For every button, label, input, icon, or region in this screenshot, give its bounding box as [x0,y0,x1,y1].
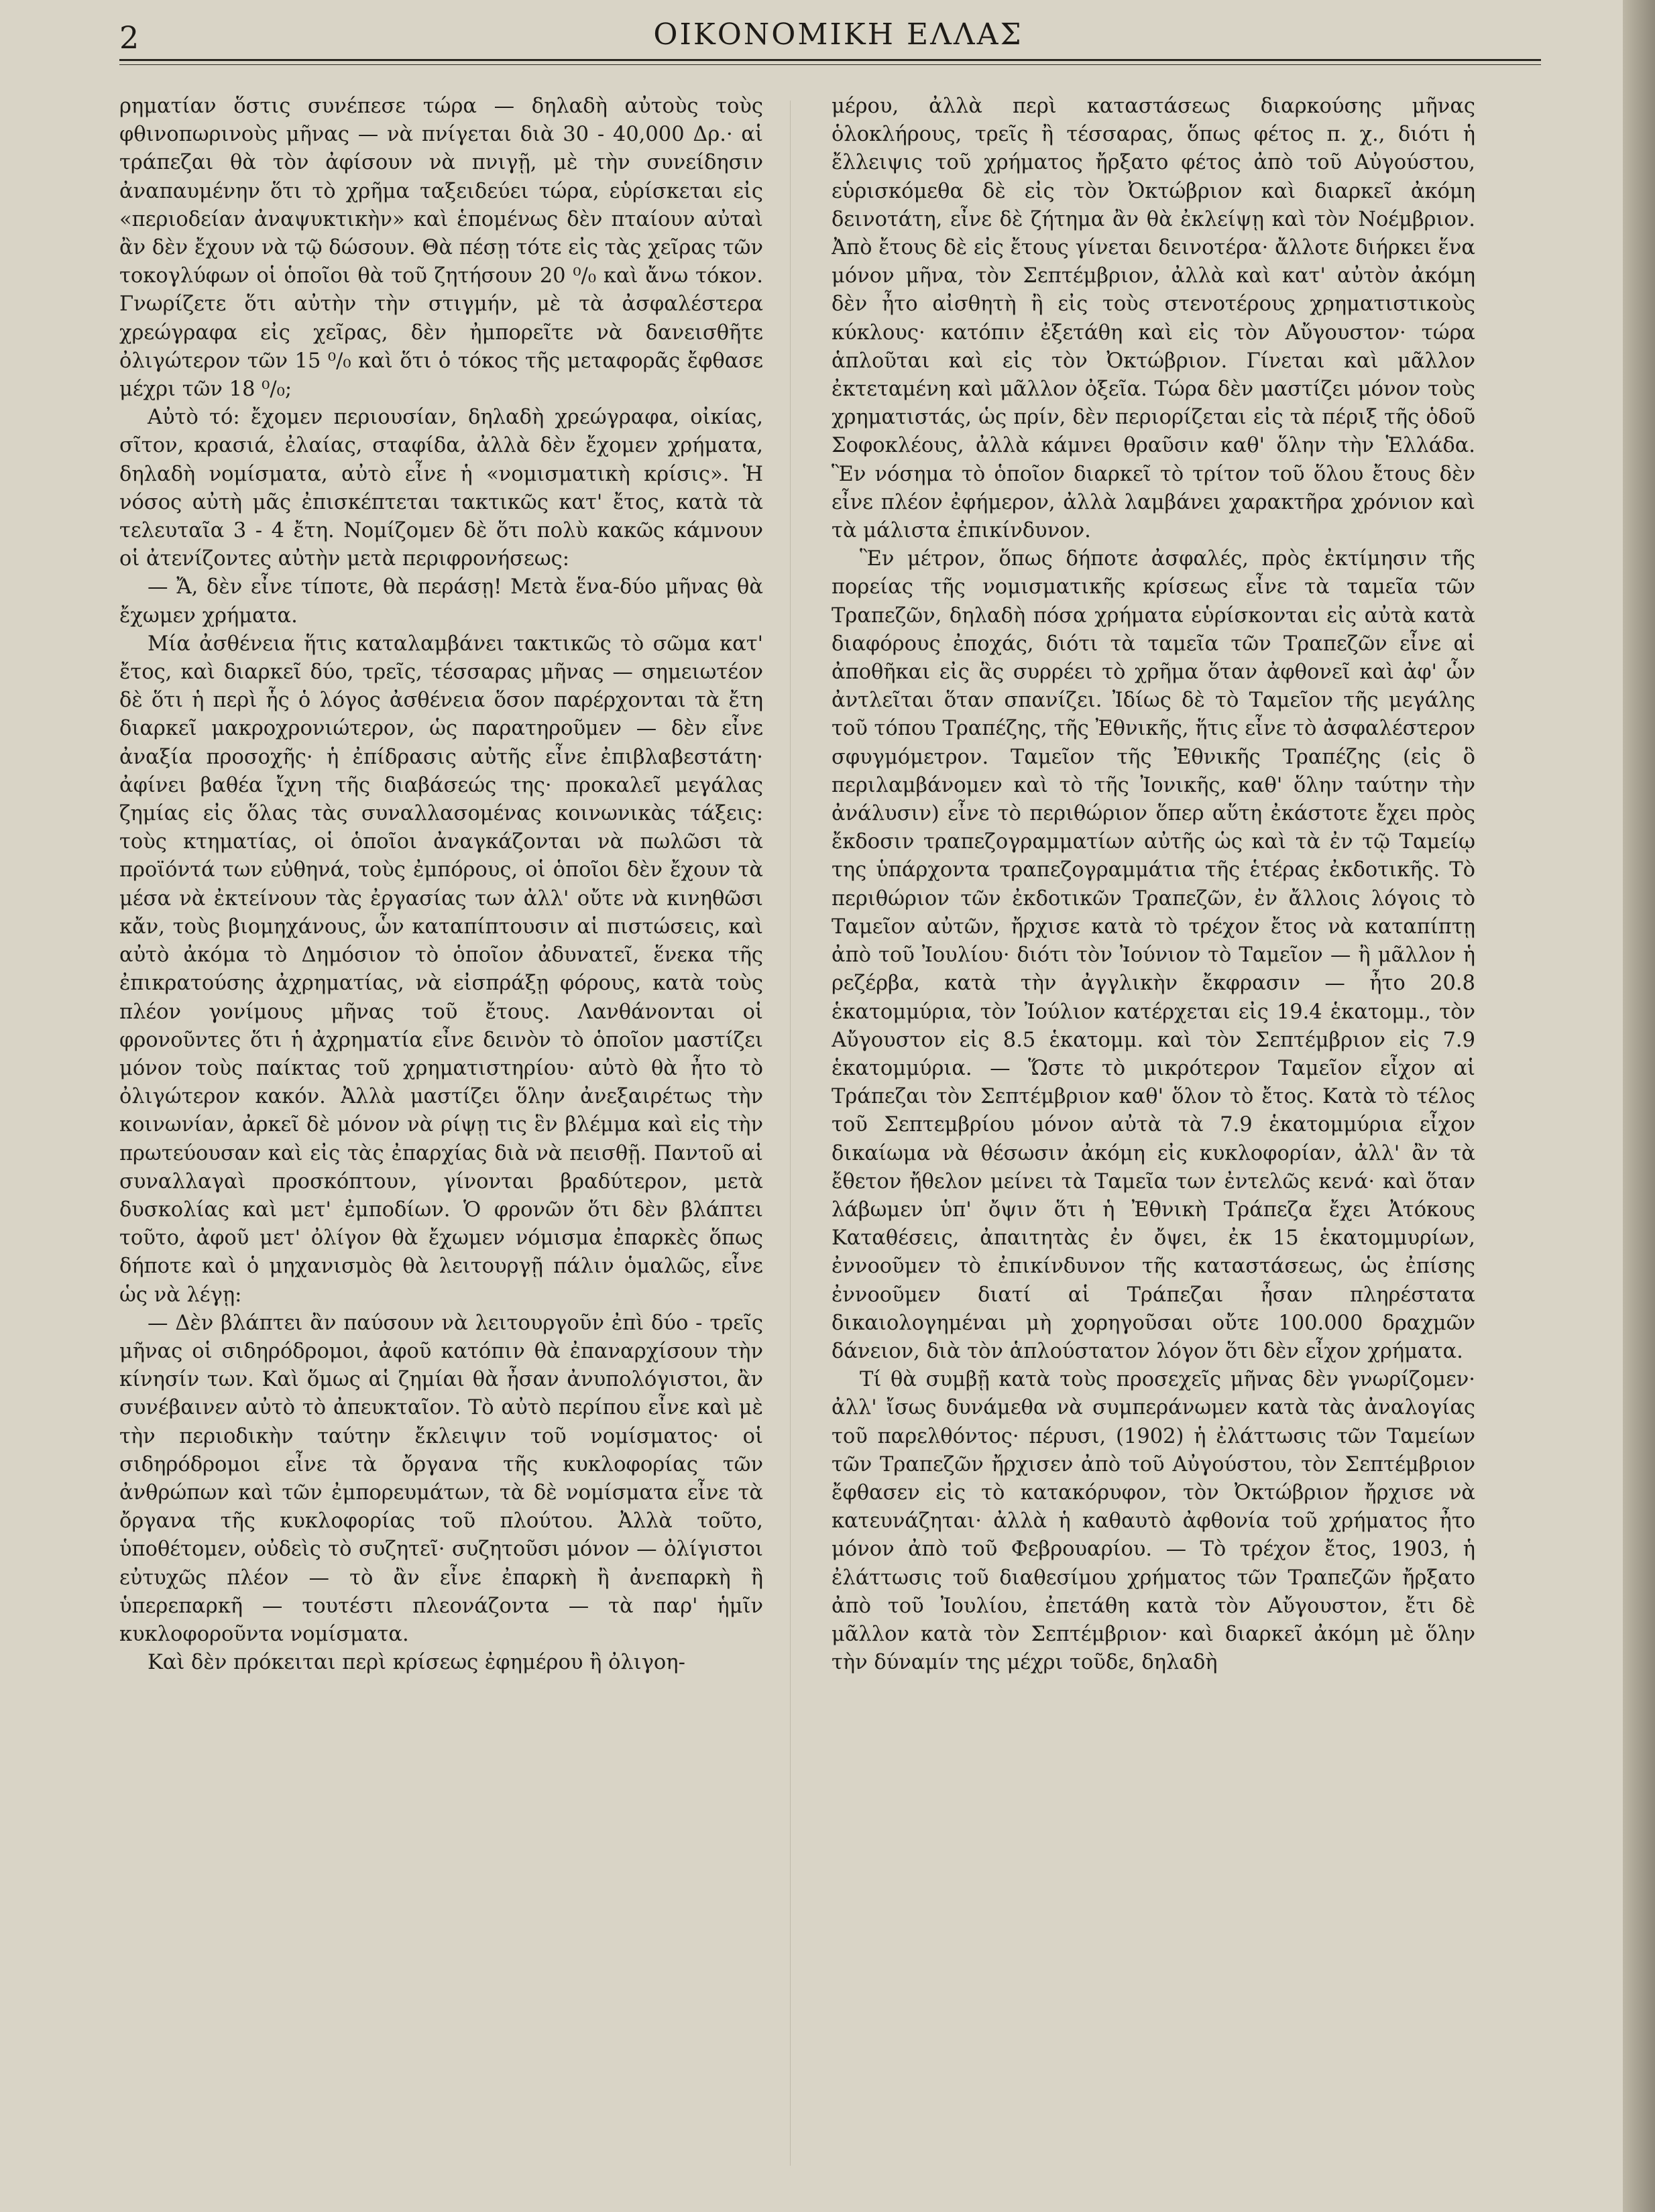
page-number: 2 [119,19,139,56]
paragraph: Μία ἀσθένεια ἥτις καταλαμβάνει τακτικῶς τὸ σῶμα κατ' ἔτος, καὶ διαρκεῖ δύο, τρεῖς, τέσσαρας μῆνας — σημειωτέον δὲ ὅτι ἡ περὶ ἧς ὁ λόγος ἀσθένεια ὅσον παρέρχονται τὰ ἔτη διαρκεῖ μακροχρονιώτερον, ὡς παρατηροῦμεν — δὲν εἶνε ἀναξία προσοχῆς· ἡ ἐπίδρασις αὐτῆς εἶνε ἐπιβλαβεστάτη· ἀφίνει βαθέα ἴχνη τῆς διαβάσεώς της· προκαλεῖ μεγάλας ζημίας εἰς ὅλας τὰς συναλλασομένας κοινωνικὰς τάξεις: τοὺς κτηματίας, οἱ ὁποῖοι ἀναγκάζονται νὰ πωλῶσι τὰ προϊόντά των εὐθηνά, τοὺς ἐμπόρους, οἱ ὁποῖοι δὲν ἔχουν τὰ μέσα νὰ ἐκτείνουν τὰς ἐργασίας των ἀλλ' οὔτε νὰ κινηθῶσι κἄν, τοὺς βιομηχάνους, ὧν καταπίπτουσιν αἱ πιστώσεις, καὶ αὐτὸ ἀκόμα τὸ Δημόσιον τὸ ὁποῖον ἀδυνατεῖ, ἕνεκα τῆς ἐπικρατούσης ἀχρηματίας, νὰ εἰσπράξῃ φόρους, κατὰ τοὺς πλέον γονίμους μῆνας τοῦ ἔτους. Λανθάνονται οἱ φρονοῦντες ὅτι ἡ ἀχρηματία εἶνε δεινὸν τὸ ὁποῖον μαστίζει μόνον τοὺς παίκτας τοῦ χρηματιστηρίου· αὐτὸ θὰ ἦτο τὸ ὀλιγώτερον κακόν. Ἀλλὰ μαστίζει ὅλην ἀνεξαιρέτως τὴν κοινωνίαν, ἀρκεῖ δὲ μόνον νὰ ρίψῃ τις ἓν βλέμμα καὶ εἰς τὴν πρωτεύουσαν καὶ εἰς τὰς ἐπαρχίας διὰ νὰ πεισθῇ. Παντοῦ αἱ συναλλαγαὶ προσκόπτουν, γίνονται βραδύτερον, μετὰ δυσκολίας καὶ μετ' ἐμποδίων. Ὁ φρονῶν ὅτι δὲν βλάπτει τοῦτο, ἀφοῦ μετ' ὀλίγον θὰ ἔχωμεν νόμισμα ἐπαρκὲς ὅπως δήποτε καὶ ὁ μηχανισμὸς θὰ λειτουργῇ πάλιν ὁμαλῶς, εἶνε ὡς νὰ λέγῃ: [119,632,763,1307]
paragraph: — Ἄ, δὲν εἶνε τίποτε, θὰ περάσῃ! Μετὰ ἕνα-δύο μῆνας θὰ ἔχωμεν χρήματα. [119,575,763,628]
paragraph: — Δὲν βλάπτει ἂν παύσουν νὰ λειτουργοῦν ἐπὶ δύο - τρεῖς μῆνας οἱ σιδηρόδρομοι, ἀφοῦ κατόπιν θὰ ἐπαναρχίσουν τὴν κίνησίν των. Καὶ ὅμως αἱ ζημίαι θὰ ἦσαν ἀνυπολόγιστοι, ἂν συνέβαινεν αὐτὸ τὸ ἀπευκταῖον. Τὸ αὐτὸ περίπου εἶνε καὶ μὲ τὴν περιοδικὴν ταύτην ἔκλειψιν τοῦ νομίσματος· οἱ σιδηρόδρομοι εἶνε τὰ ὄργανα τῆς κυκλοφορίας τῶν ἀνθρώπων καὶ τῶν ἐμπορευμάτων, τὰ δὲ νομίσματα εἶνε τὰ ὄργανα τῆς κυκλοφορίας τοῦ πλούτου. Ἀλλὰ τοῦτο, ὑποθέτομεν, οὐδεὶς τὸ συζητεῖ· συζητοῦσι μόνον — ὀλίγιστοι εὐτυχῶς πλέον — τὸ ἂν εἶνε ἐπαρκὴ ἢ ἀνεπαρκὴ ἢ ὑπερεπαρκῆ — τουτέστι πλεονάζοντα — τὰ παρ' ἡμῖν κυκλοφοροῦντα νομίσματα. [119,1311,763,1646]
page-spine-shadow [1623,0,1655,2212]
paragraph: ρηματίαν ὅστις συνέπεσε τώρα — δηλαδὴ αὐτοὺς τοὺς φθινοπωρινοὺς μῆνας — νὰ πνίγεται διὰ 30 - 40,000 Δρ.· αἱ τράπεζαι θὰ τὸν ἀφίσουν νὰ πνιγῇ, μὲ τὴν συνείδησιν ἀναπαυμένην ὅτι τὸ χρῆμα ταξειδεύει τώρα, εὑρίσκεται εἰς «περιοδείαν ἀναψυκτικὴν» καὶ ἑπομένως δὲν πταίουν αὐταὶ ἂν δὲν ἔχουν νὰ τῷ δώσουν. Θὰ πέσῃ τότε εἰς τὰς χεῖρας τῶν τοκογλύφων οἱ ὁποῖοι θὰ τοῦ ζητήσουν 20 ⁰/₀ καὶ ἄνω τόκον. Γνωρίζετε ὅτι αὐτὴν τὴν στιγμήν, μὲ τὰ ἀσφαλέστερα χρεώγραφα εἰς χεῖρας, δὲν ἠμπορεῖτε νὰ δανεισθῆτε ὀλιγώτερον τῶν 15 ⁰/₀ καὶ ὅτι ὁ τόκος τῆς μεταφορᾶς ἔφθασε μέχρι τῶν 18 ⁰/₀; [119,95,763,402]
header-rule-thin [119,64,1541,65]
paragraph: Καὶ δὲν πρόκειται περὶ κρίσεως ἐφημέρου ἢ ὀλιγοη- [148,1651,685,1675]
paragraph: Ἓν μέτρον, ὅπως δήποτε ἀσφαλές, πρὸς ἐκτίμησιν τῆς πορείας τῆς νομισματικῆς κρίσεως εἶνε τὰ ταμεῖα τῶν Τραπεζῶν, δηλαδὴ πόσα χρήματα εὑρίσκονται εἰς αὐτὰ κατὰ διαφόρους ἐποχάς, διότι τὰ ταμεῖα τῶν Τραπεζῶν εἶνε αἱ ἀποθῆκαι εἰς ἃς συρρέει τὸ χρῆμα ὅταν ἀφθονεῖ καὶ ἀφ' ὧν ἀντλεῖται ὅταν σπανίζει. Ἰδίως δὲ τὸ Ταμεῖον τῆς μεγάλης τοῦ τόπου Τραπέζης, τῆς Ἐθνικῆς, ἥτις εἶνε τὸ ἀσφαλέστερον σφυγμόμετρον. Ταμεῖον τῆς Ἐθνικῆς Τραπέζης (εἰς ὃ περιλαμβάνομεν καὶ τὸ τῆς Ἰονικῆς, καθ' ὅλην ταύτην τὴν ἀνάλυσιν) εἶνε τὸ περιθώριον ὅπερ αὕτη ἐκάστοτε ἔχει πρὸς ἔκδοσιν τραπεζογραμματίων αὐτῆς ὡς καὶ τὰ ἐν τῷ Ταμείῳ της ὑπάρχοντα τραπεζογραμμάτια τῆς ἑτέρας ἐκδοτικῆς. Τὸ περιθώριον τῶν ἐκδοτικῶν Τραπεζῶν, ἐν ἄλλοις λόγοις τὸ Ταμεῖον αὐτῶν, ἤρχισε κατὰ τὸ τρέχον ἔτος νὰ καταπίπτῃ ἀπὸ τοῦ Ἰουλίου· διότι τὸν Ἰούνιον τὸ Ταμεῖον — ἢ μᾶλλον ἡ ρεζέρβα, κατὰ τὴν ἀγγλικὴν ἔκφρασιν — ἦτο 20.8 ἑκατομμύρια, τὸν Ἰούλιον κατέρχεται εἰς 19.4 ἑκατομμ., τὸν Αὔγουστον εἰς 8.5 ἑκατομμ. καὶ τὸν Σεπτέμβριον εἰς 7.9 ἑκατομμύρια. — Ὥστε τὸ μικρότερον Ταμεῖον εἶχον αἱ Τράπεζαι τὸν Σεπτέμβριον καθ' ὅλον τὸ ἔτος. Κατὰ τὸ τέλος τοῦ Σεπτεμβρίου μόνον αὐτὰ τὰ 7.9 ἑκατομμύρια εἶχον δικαίωμα νὰ θέσωσιν ἀκόμη εἰς κυκλοφορίαν, ἀλλ' ἂν τὰ ἔθετον ἤθελον μείνει τὰ Ταμεῖα των ἐντελῶς κενά· καὶ ὅταν λάβωμεν ὑπ' ὄψιν ὅτι ἡ Ἐθνικὴ Τράπεζα ἔχει Ἀτόκους Καταθέσεις, ἀπαιτητὰς ἐν ὄψει, ἐκ 15 ἑκατομμυρίων, ἐννοοῦμεν τὸ ἐπικίνδυνον τῆς καταστάσεως, ὡς ἐπίσης ἐννοοῦμεν διατί αἱ Τράπεζαι ἦσαν πληρέστατα δικαιολογημέναι μὴ χορηγοῦσαι οὔτε 100.000 δραχμῶν δάνειον, διὰ τὸν ἁπλούστατον λόγον ὅτι δὲν εἶχον χρήματα. [832,547,1475,1363]
header-rule [119,59,1541,61]
paragraph: μέρου, ἀλλὰ περὶ καταστάσεως διαρκούσης μῆνας ὁλοκλήρους, τρεῖς ἢ τέσσαρας, ὅπως φέτος π. χ., διότι ἡ ἔλλειψις τοῦ χρήματος ἤρξατο φέτος ἀπὸ τοῦ Αὐγούστου, εὑρισκόμεθα δὲ εἰς τὸν Ὀκτώβριον καὶ διαρκεῖ ἀκόμη δεινοτάτη, εἶνε δὲ ζήτημα ἂν θὰ ἐκλείψῃ καὶ τὸν Νοέμβριον. Ἀπὸ ἔτους δὲ εἰς ἔτους γίνεται δεινοτέρα· ἄλλοτε διήρκει ἕνα μόνον μῆνα, τὸν Σεπτέμβριον, ἀλλὰ καὶ κατ' αὐτὸν ἀκόμη δὲν ἦτο αἰσθητὴ ἢ εἰς τοὺς στενοτέρους χρηματιστικοὺς κύκλους· κατόπιν ἐξετάθη καὶ εἰς τὸν Αὔγουστον· τώρα ἁπλοῦται καὶ εἰς τὸν Ὀκτώβριον. Γίνεται καὶ μᾶλλον ἐκτεταμένη καὶ μᾶλλον ὀξεῖα. Τώρα δὲν μαστίζει μόνον τοὺς χρηματιστάς, ὡς πρίν, δὲν περιορίζεται εἰς τὰ πέριξ τῆς ὁδοῦ Σοφοκλέους, ἀλλὰ κάμνει θραῦσιν καθ' ὅλην τὴν Ἑλλάδα. Ἓν νόσημα τὸ ὁποῖον διαρκεῖ τὸ τρίτον τοῦ ὅλου ἔτους δὲν εἶνε πλέον ἐφήμερον, ἀλλὰ λαμβάνει χαρακτῆρα χρόνιον καὶ τὰ μάλιστα ἐπικίνδυνον. [832,95,1475,543]
paragraph: Αὐτὸ τό: ἔχομεν περιουσίαν, δηλαδὴ χρεώγραφα, οἰκίας, σῖτον, κρασιά, ἐλαίας, σταφίδα, ἀλλὰ δὲν ἔχομεν χρήματα, δηλαδὴ νομίσματα, αὐτὸ εἶνε ἡ «νομισματικὴ κρίσις». Ἡ νόσος αὐτὴ μᾶς ἐπισκέπτεται τακτικῶς κατ' ἔτος, κατὰ τὰ τελευταῖα 3 - 4 ἔτη. Νομίζομεν δὲ ὅτι πολὺ κακῶς κάμνουν οἱ ἀτενίζοντες αὐτὴν μετὰ περιφρονήσεως: [119,406,763,571]
left-column [119,93,763,2185]
running-title: ΟΙΚΟΝΟΜΙΚΗ ΕΛΛΑΣ [653,17,1023,52]
paragraph: Τί θὰ συμβῇ κατὰ τοὺς προσεχεῖς μῆνας δὲν γνωρίζομεν· ἀλλ' ἴσως δυνάμεθα νὰ συμπεράνωμεν κατὰ τὰς ἀναλογίας τοῦ παρελθόντος· πέρυσι, (1902) ἡ ἐλάττωσις τῶν Ταμείων τῶν Τραπεζῶν ἤρχισεν ἀπὸ τοῦ Αὐγούστου, τὸν Σεπτέμβριον ἔφθασεν εἰς τὸ κατακόρυφον, τὸν Ὀκτώβριον ἤρχισε νὰ κατευνάζηται· ἀλλὰ ἡ καθαυτὸ ἀφθονία τοῦ χρήματος ἦτο μόνον ἀπὸ τοῦ Φεβρουαρίου. — Τὸ τρέχον ἔτος, 1903, ἡ ἐλάττωσις τοῦ διαθεσίμου χρήματος τῶν Τραπεζῶν ἤρξατο ἀπὸ τοῦ Ἰουλίου, ἐπετάθη κατὰ τὸν Αὔγουστον, ἔτι δὲ μᾶλλον κατὰ τὸν Σεπτέμβριον· καὶ διαρκεῖ ἀκόμη μὲ ὅλην τὴν δύναμίν της μέχρι τοῦδε, δηλαδὴ [832,1368,1475,1675]
column-divider [790,101,791,2166]
right-column [832,93,1475,2185]
